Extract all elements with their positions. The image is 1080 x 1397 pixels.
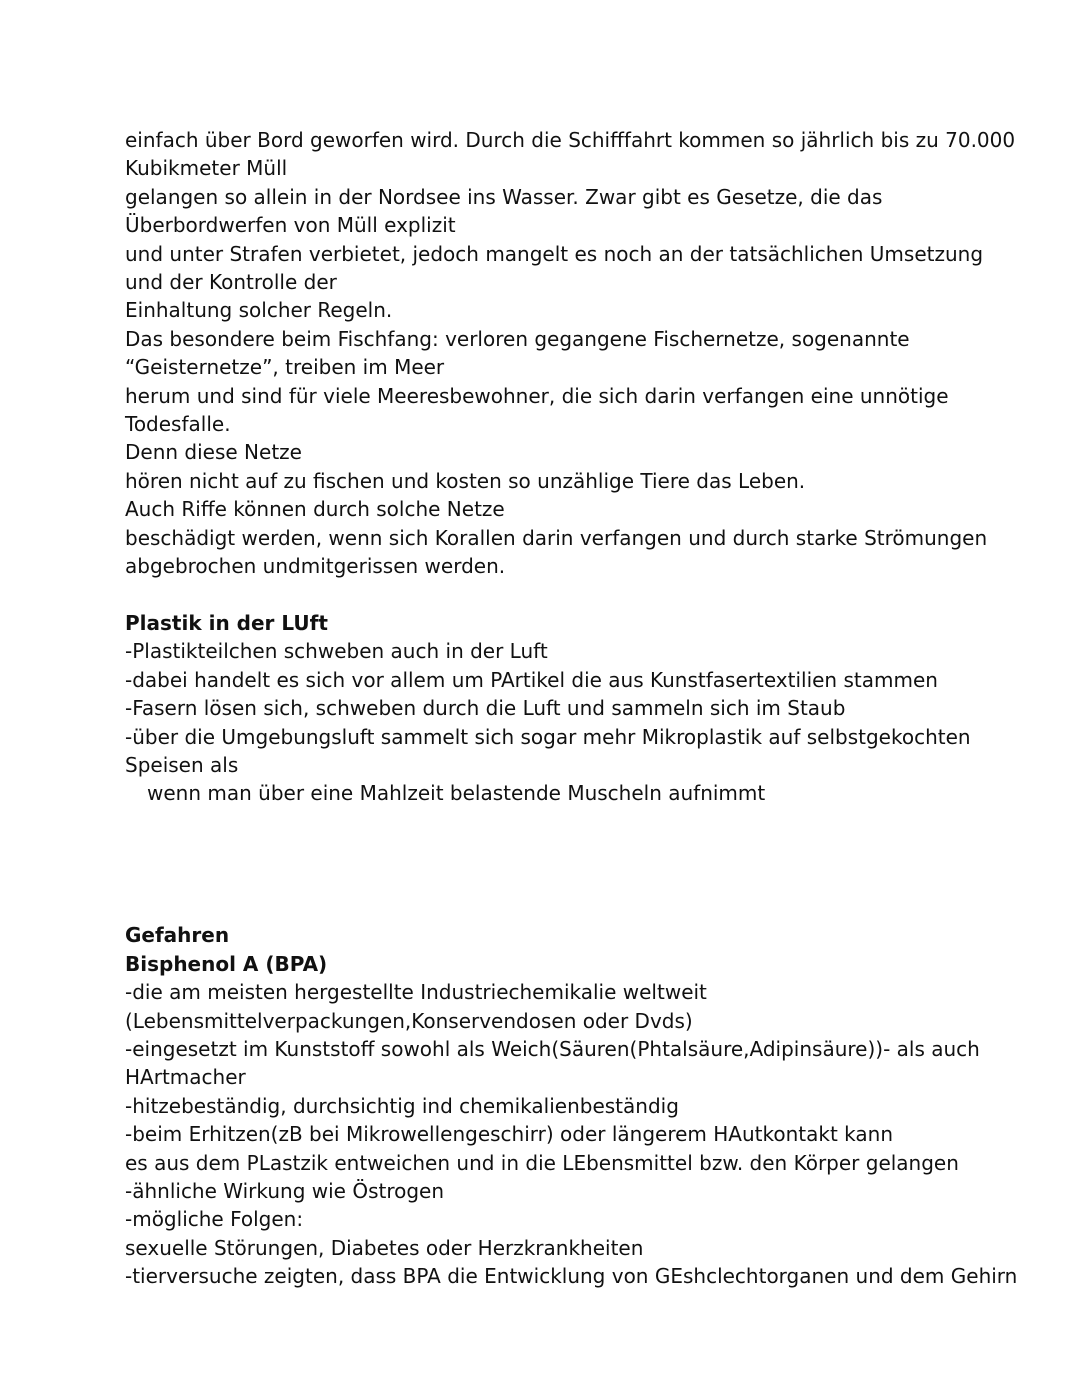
paragraph-line: Das besondere beim Fischfang: verloren gegangene Fischernetze, sogenannte — [125, 326, 910, 351]
bullet-line: -hitzebeständig, durchsichtig ind chemikalienbeständig — [125, 1093, 679, 1118]
bullet-line: es aus dem PLastzik entweichen und in die LEbensmittel bzw. den Körper gelangen — [125, 1150, 959, 1175]
paragraph-line: Todesfalle. — [125, 412, 231, 437]
paragraph-line: Einhaltung solcher Regeln. — [125, 298, 393, 323]
paragraph-line: Überbordwerfen von Müll explizit — [125, 213, 456, 238]
bullet-line: -tierversuche zeigten, dass BPA die Entwicklung von GEshclechtorganen und dem Gehirn — [125, 1264, 1018, 1289]
paragraph-line: Kubikmeter Müll — [125, 156, 288, 181]
bullet-line: -die am meisten hergestellte Industriechemikalie weltweit — [125, 980, 707, 1005]
bullet-line: wenn man über eine Mahlzeit belastende Muscheln aufnimmt — [147, 781, 766, 806]
blank-space — [125, 808, 1025, 922]
bullet-line: -eingesetzt im Kunststoff sowohl als Weich(Säuren(Phtalsäure,Adipinsäure))- als auch — [125, 1036, 980, 1061]
paragraph-line: Denn diese Netze — [125, 440, 302, 465]
blank-line — [125, 581, 1025, 609]
paragraph-line: einfach über Bord geworfen wird. Durch die Schifffahrt kommen so jährlich bis zu 70.000 — [125, 128, 1016, 152]
paragraph-line: beschädigt werden, wenn sich Korallen darin verfangen und durch starke Strömungen — [125, 525, 988, 550]
section-dangers — [125, 921, 1025, 1290]
paragraph-line: herum und sind für viele Meeresbewohner, die sich darin verfangen eine unnötige — [125, 383, 949, 408]
section-air — [125, 609, 1025, 808]
bullet-line: HArtmacher — [125, 1065, 246, 1090]
paragraph-line: gelangen so allein in der Nordsee ins Wasser. Zwar gibt es Gesetze, die das — [125, 184, 883, 209]
section-heading: Plastik in der LUft — [125, 610, 328, 635]
bullet-line: -mögliche Folgen: — [125, 1207, 304, 1232]
paragraph-line: hören nicht auf zu fischen und kosten so unzählige Tiere das Leben. — [125, 468, 806, 493]
paragraph-line: “Geisternetze”, treiben im Meer — [125, 355, 445, 380]
bullet-line: -Fasern lösen sich, schweben durch die Luft und sammeln sich im Staub — [125, 696, 846, 721]
bullet-line: -ähnliche Wirkung wie Östrogen — [125, 1178, 445, 1203]
bullet-line: -beim Erhitzen(zB bei Mikrowellengeschirr) oder längerem HAutkontakt kann — [125, 1122, 894, 1147]
paragraph-line: abgebrochen undmitgerissen werden. — [125, 554, 506, 579]
paragraph-line: Auch Riffe können durch solche Netze — [125, 497, 505, 522]
bullet-line: (Lebensmittelverpackungen,Konservendosen oder Dvds) — [125, 1008, 693, 1033]
bullet-line: -dabei handelt es sich vor allem um PArtikel die aus Kunstfasertextilien stammen — [125, 667, 938, 692]
section-subheading: Bisphenol A (BPA) — [125, 951, 328, 976]
bullet-line: sexuelle Störungen, Diabetes oder Herzkrankheiten — [125, 1235, 644, 1260]
bullet-line: -über die Umgebungsluft sammelt sich sogar mehr Mikroplastik auf selbstgekochten — [125, 724, 971, 749]
paragraph-line: und der Kontrolle der — [125, 270, 337, 295]
paragraph-line: und unter Strafen verbietet, jedoch mangelt es noch an der tatsächlichen Umsetzung — [125, 241, 984, 266]
section-intro — [125, 126, 1025, 581]
bullet-line: Speisen als — [125, 752, 239, 777]
bullet-line: -Plastikteilchen schweben auch in der Luft — [125, 639, 548, 664]
section-heading: Gefahren — [125, 923, 230, 948]
document-page — [125, 126, 1025, 1291]
